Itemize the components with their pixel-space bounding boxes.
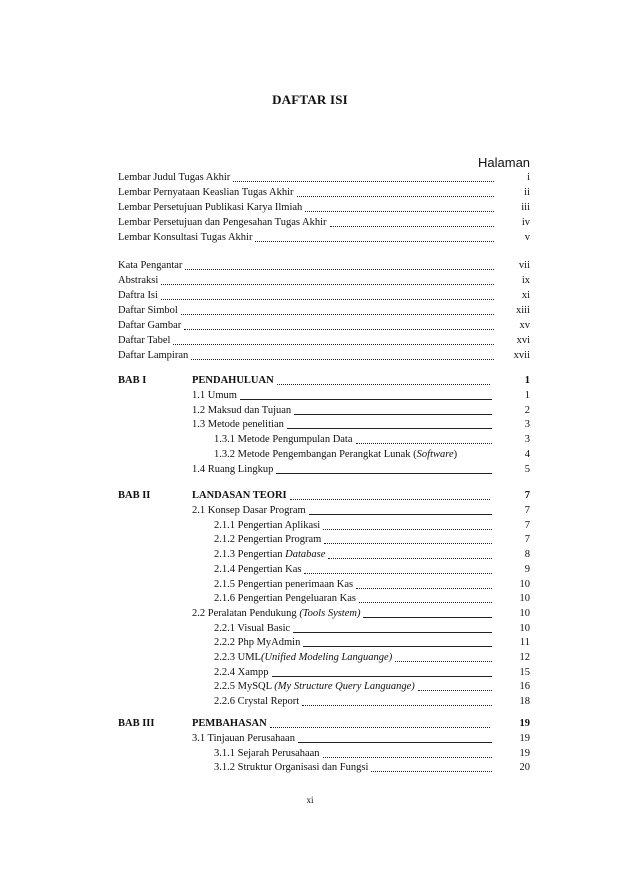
dot-leader [233,181,494,182]
toc-page-number: 12 [519,652,530,663]
toc-entry-text [214,761,368,775]
dot-leader [356,588,492,589]
toc-page-number: 20 [519,762,530,774]
toc-page-number: 7 [524,505,530,516]
toc-entry-text [192,418,284,432]
toc-entry-text [214,533,321,547]
page-number-footer: xi [306,795,314,805]
toc-page-number: xi [521,290,530,301]
toc-page-number: 7 [524,534,530,546]
toc-entry-segment: 2.2.1 Visual Basic [214,622,291,634]
toc-page-number: 19 [519,747,530,759]
toc-page-number: 3 [524,419,530,431]
dot-leader [293,632,492,633]
dot-leader [330,226,494,227]
toc-entry-segment: 2.1.6 Pengertian Pengeluaran Kas [214,593,357,605]
toc-page-number: 11 [519,637,530,649]
toc-entry-text [118,319,181,333]
toc-entry[interactable] [192,374,493,388]
chapter-label: BAB II [118,490,151,501]
dot-leader [276,473,492,474]
toc-entry-segment: 2.2.6 Crystal Report [214,696,300,708]
toc-entry-text [214,651,392,665]
dot-leader [418,690,492,691]
toc-entry[interactable] [192,463,495,477]
toc-entry-segment: Daftra Isi [118,290,158,301]
toc-entry-text [118,259,182,273]
toc-entry-segment: 1.3.2 Metode Pengembangan Perangkat Lunak ( [214,448,417,460]
toc-entry-segment: Lembar Judul Tugas Akhir [118,172,231,183]
toc-page-number: 10 [519,578,530,590]
toc-page-number: 5 [524,463,530,475]
toc-page-number: 9 [524,563,530,575]
dot-leader [323,529,492,530]
toc-entry-text [214,448,457,462]
toc-entry-segment: Lembar Konsultasi Tugas Akhir [118,232,253,243]
dot-leader [395,661,492,662]
dot-leader [359,602,492,603]
toc-page-number: ix [521,275,530,286]
toc-entry-text [192,607,360,621]
toc-entry[interactable] [192,404,495,418]
toc-entry[interactable] [192,732,495,746]
toc-entry-segment: 1.1 Umum [192,390,237,401]
toc-page-number: 10 [519,622,530,634]
dot-leader [240,399,492,400]
dot-leader [328,558,492,559]
toc-entry-segment: 2.1.3 Pengertian [214,549,286,561]
toc-page-number: 2 [524,404,530,416]
toc-entry-italic: (Unified Modeling Languange) [260,652,393,663]
toc-entry-text [192,404,291,418]
toc-page-number: 10 [519,607,530,619]
toc-entry-segment: 2.2.3 UML [214,652,261,663]
toc-entry-segment: 2.1 Konsep Dasar Program [192,505,306,516]
dot-leader [302,705,492,706]
toc-entry-segment: ) [453,448,458,460]
dot-leader [303,646,492,647]
toc-entry[interactable] [214,747,495,761]
toc-page-number: 3 [524,434,530,446]
toc-page-number: iv [521,217,530,228]
toc-page-number: 18 [519,696,530,708]
toc-page-number: vii [518,260,530,271]
dot-leader [255,241,494,242]
dot-leader [191,359,494,360]
dot-leader [305,211,494,212]
toc-entry-segment: 2.1.4 Pengertian Kas [214,563,302,575]
halaman-label: Halaman [478,155,531,170]
toc-entry-segment: 1.4 Ruang Lingkup [192,463,274,475]
toc-entry-text [214,519,320,533]
toc-entry-text [214,548,325,562]
toc-entry[interactable] [214,548,495,562]
toc-page-number: 1 [524,390,530,401]
toc-entry[interactable] [118,231,497,245]
toc-page-number: 10 [519,593,530,605]
toc-entry[interactable] [214,563,495,577]
toc-entry-segment: 2.1.1 Pengertian Aplikasi [214,519,321,531]
toc-entry-text [192,374,274,388]
dot-leader [181,314,494,315]
dot-leader [287,428,492,429]
toc-entry[interactable] [192,717,493,731]
toc-entry-italic: Database [285,549,326,561]
toc-entry-segment: PENDAHULUAN [192,375,274,386]
toc-entry-segment: Lembar Pernyataan Keaslian Tugas Akhir [118,187,294,198]
toc-page-number: v [524,232,530,243]
toc-entry[interactable] [214,578,495,592]
toc-entry-segment: Daftar Gambar [118,320,182,331]
dot-leader [371,771,492,772]
toc-entry[interactable] [214,695,495,709]
toc-entry-text [214,680,415,694]
toc-entry-italic: Software [416,448,454,460]
toc-entry[interactable] [214,533,495,547]
toc-entry-segment: 3.1 Tinjauan Perusahaan [192,733,295,744]
toc-page-number: 16 [519,681,530,693]
toc-entry-segment: Kata Pengantar [118,260,183,271]
dot-leader [173,344,494,345]
toc-entry-text [118,231,252,245]
toc-entry[interactable] [118,186,497,200]
page-title: DAFTAR ISI [272,92,348,107]
toc-entry[interactable] [118,289,497,303]
toc-entry-italic: (My Structure Query Languange) [274,681,415,693]
toc-entry[interactable] [118,259,497,273]
dot-leader [161,284,494,285]
toc-entry-text [118,171,230,185]
toc-entry[interactable] [214,651,495,665]
toc-entry-segment: Lembar Persetujuan Publikasi Karya Ilmiah [118,202,303,213]
toc-entry[interactable] [118,201,497,215]
toc-entry[interactable] [214,592,495,606]
toc-entry[interactable] [118,304,497,318]
toc-entry-segment: 1.3 Metode penelitian [192,419,284,431]
toc-entry-segment: Daftar Lampiran [118,350,189,361]
toc-entry[interactable] [192,389,495,403]
toc-entry-segment: 2.2.4 Xampp [214,666,269,678]
toc-page-number: xiii [515,305,530,316]
dot-leader [270,727,490,728]
toc-entry-text [118,216,327,230]
toc-entry-text [214,433,353,447]
dot-leader [294,414,492,415]
toc-entry[interactable] [214,761,495,775]
toc-entry-segment: 2.2 Peralatan Pendukung [192,607,300,619]
toc-entry-text [214,622,290,636]
dot-leader [304,573,492,574]
toc-page-number: 19 [519,733,530,744]
dot-leader [323,757,492,758]
toc-entry[interactable] [118,274,497,288]
toc-entry-text [118,186,294,200]
toc-page-number: xvi [516,335,530,346]
dot-leader [309,514,492,515]
toc-entry-segment: 1.3.1 Metode Pengumpulan Data [214,434,353,446]
toc-entry-segment: Abstraksi [118,275,159,286]
toc-entry-text [214,666,269,680]
toc-entry[interactable] [214,622,495,636]
toc-entry-text [192,389,237,403]
toc-entry-italic: (Tools System) [299,607,361,619]
toc-entry-text [118,349,188,363]
toc-entry-text [192,717,267,731]
toc-entry-segment: 3.1.2 Struktur Organisasi dan Fungsi [214,762,369,774]
dot-leader [272,676,492,677]
toc-entry-segment: 3.1.1 Sejarah Perusahaan [214,747,320,759]
toc-entry[interactable] [214,680,495,694]
toc-entry[interactable] [118,349,497,363]
toc-entry-text [118,289,158,303]
toc-entry[interactable] [192,489,493,503]
toc-page-number: 4 [524,448,530,460]
toc-entry-text [214,592,356,606]
toc-entry[interactable] [214,519,495,533]
toc-entry-segment: Daftar Tabel [118,335,171,346]
toc-entry-text [192,489,287,503]
chapter-label: BAB III [118,718,155,729]
toc-page-number: xv [519,320,530,331]
toc-entry-text [214,747,320,761]
toc-entry[interactable] [192,418,495,432]
toc-entry-segment: 2.2.2 Php MyAdmin [214,637,301,649]
toc-entry[interactable] [214,636,495,650]
toc-page-number: xvii [513,350,530,361]
toc-page-number: ii [524,187,530,198]
toc-entry-segment: 1.2 Maksud dan Tujuan [192,404,292,416]
toc-page-number: 1 [524,375,530,386]
toc-page-number: 15 [519,666,530,678]
dot-leader [277,384,490,385]
toc-page-number: 19 [519,718,530,729]
toc-entry-segment: PEMBAHASAN [192,718,267,729]
toc-entry-segment: 2.1.5 Pengertian penerimaan Kas [214,578,354,590]
toc-entry[interactable] [118,334,497,348]
dot-leader [297,196,494,197]
toc-entry-segment: Lembar Persetujuan dan Pengesahan Tugas Akhir [118,217,327,228]
toc-entry-text [192,732,295,746]
toc-page-number: 7 [524,490,530,501]
toc-entry[interactable] [214,448,495,462]
toc-entry-segment: 2.2.5 MySQL [214,681,275,693]
dot-leader [298,742,492,743]
toc-page-number: 7 [524,519,530,531]
toc-entry-text [192,504,306,518]
toc-entry[interactable] [118,216,497,230]
dot-leader [185,269,494,270]
toc-page-number: i [527,172,530,183]
dot-leader [324,543,492,544]
dot-leader [363,617,492,618]
toc-entry-text [214,563,301,577]
dot-leader [290,499,490,500]
dot-leader [161,299,494,300]
chapter-label: BAB I [118,375,147,386]
toc-entry-text [192,463,273,477]
dot-leader [356,443,492,444]
toc-entry[interactable] [214,433,495,447]
toc-page-number: 8 [524,549,530,561]
toc-entry-text [118,201,302,215]
toc-entry[interactable] [192,607,495,621]
toc-entry[interactable] [118,171,497,185]
toc-entry-text [214,578,353,592]
toc-entry-text [214,695,299,709]
toc-page-number: iii [521,202,530,213]
toc-entry-segment: 2.1.2 Pengertian Program [214,534,322,546]
toc-entry-text [118,304,178,318]
toc-entry[interactable] [214,666,495,680]
toc-entry[interactable] [118,319,497,333]
toc-entry[interactable] [192,504,495,518]
toc-entry-text [118,334,170,348]
toc-entry-segment: Daftar Simbol [118,305,178,316]
dot-leader [184,329,494,330]
toc-entry-segment: LANDASAN TEORI [192,490,287,501]
toc-entry-text [214,636,300,650]
toc-entry-text [118,274,158,288]
